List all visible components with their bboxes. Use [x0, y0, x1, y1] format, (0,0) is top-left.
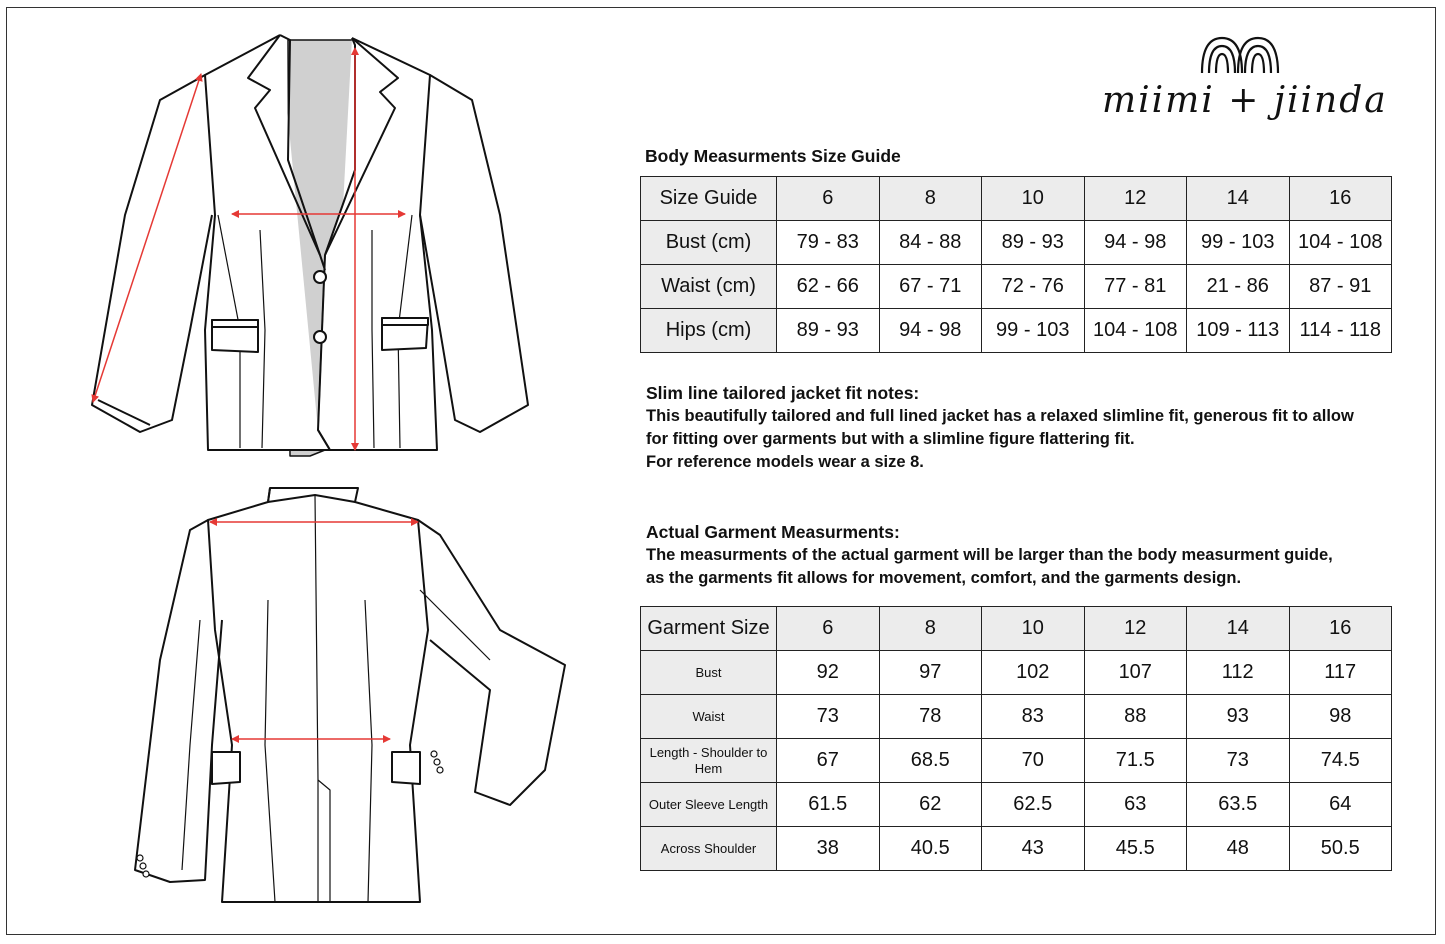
table-cell: 79 - 83	[777, 221, 880, 265]
table-cell: 88	[1084, 695, 1187, 739]
table-cell: 93	[1187, 695, 1290, 739]
table-cell: 71.5	[1084, 739, 1187, 783]
fit-notes-line: For reference models wear a size 8.	[646, 453, 924, 471]
table-cell: 64	[1289, 783, 1392, 827]
row-label: Across Shoulder	[641, 827, 777, 871]
jacket-technical-drawings	[0, 0, 600, 944]
table-cell: 73	[1187, 739, 1290, 783]
table-cell: 114 - 118	[1289, 309, 1392, 353]
fit-notes-title: Slim line tailored jacket fit notes:	[646, 383, 920, 403]
table-row	[641, 265, 1392, 309]
brand-name: miimi + jiinda	[1102, 80, 1388, 121]
table-header-cell: Garment Size	[641, 607, 777, 651]
table-cell: 78	[879, 695, 982, 739]
body-measurement-table	[640, 176, 1392, 353]
row-label: Outer Sleeve Length	[641, 783, 777, 827]
table-cell: 67	[777, 739, 880, 783]
garment-section-title: Actual Garment Measurments:	[646, 522, 900, 542]
table-cell: 104 - 108	[1289, 221, 1392, 265]
table-cell: 89 - 93	[777, 309, 880, 353]
table-cell: 72 - 76	[982, 265, 1085, 309]
fit-notes-text	[646, 405, 1354, 474]
row-label: Waist	[641, 695, 777, 739]
table-cell: 38	[777, 827, 880, 871]
table-header-cell: 6	[777, 177, 880, 221]
table-row	[641, 783, 1392, 827]
table-cell: 45.5	[1084, 827, 1187, 871]
table-header-cell: 12	[1084, 607, 1187, 651]
table-header-cell: 14	[1187, 177, 1290, 221]
table-row	[641, 221, 1392, 265]
table-cell: 97	[879, 651, 982, 695]
fit-notes-line: This beautifully tailored and full lined jacket has a relaxed slimline fit, generous fit to allow	[646, 407, 1354, 425]
table-cell: 70	[982, 739, 1085, 783]
row-label: Length - Shoulder to Hem	[641, 739, 777, 783]
table-header-cell: 8	[879, 607, 982, 651]
table-header-cell: 10	[982, 607, 1085, 651]
garment-section-line: as the garments fit allows for movement, comfort, and the garments design.	[646, 569, 1242, 587]
table-cell: 68.5	[879, 739, 982, 783]
garment-section-text	[646, 544, 1333, 590]
table-cell: 117	[1289, 651, 1392, 695]
table-header-cell: 16	[1289, 177, 1392, 221]
table-cell: 98	[1289, 695, 1392, 739]
table-header-cell: Size Guide	[641, 177, 777, 221]
table-header-cell: 14	[1187, 607, 1290, 651]
table-cell: 89 - 93	[982, 221, 1085, 265]
table-cell: 62	[879, 783, 982, 827]
table-cell: 77 - 81	[1084, 265, 1187, 309]
table-cell: 43	[982, 827, 1085, 871]
table-cell: 63	[1084, 783, 1187, 827]
table-cell: 62 - 66	[777, 265, 880, 309]
row-label: Bust	[641, 651, 777, 695]
table-header-row	[641, 607, 1392, 651]
table-row	[641, 309, 1392, 353]
table-cell: 87 - 91	[1289, 265, 1392, 309]
table-cell: 50.5	[1289, 827, 1392, 871]
table-cell: 67 - 71	[879, 265, 982, 309]
table-cell: 107	[1084, 651, 1187, 695]
garment-section-line: The measurments of the actual garment will be larger than the body measurment guide,	[646, 546, 1333, 564]
table-cell: 21 - 86	[1187, 265, 1290, 309]
row-label: Hips (cm)	[641, 309, 777, 353]
table-cell: 63.5	[1187, 783, 1290, 827]
table-header-cell: 12	[1084, 177, 1187, 221]
garment-measurement-table	[640, 606, 1392, 871]
table-cell: 109 - 113	[1187, 309, 1290, 353]
table-cell: 84 - 88	[879, 221, 982, 265]
table-cell: 102	[982, 651, 1085, 695]
table-cell: 99 - 103	[1187, 221, 1290, 265]
table-cell: 92	[777, 651, 880, 695]
table-cell: 83	[982, 695, 1085, 739]
table-row	[641, 827, 1392, 871]
table-header-row	[641, 177, 1392, 221]
row-label: Waist (cm)	[641, 265, 777, 309]
row-label: Bust (cm)	[641, 221, 777, 265]
jacket-front-drawing	[92, 35, 528, 456]
table-header-cell: 6	[777, 607, 880, 651]
table-cell: 112	[1187, 651, 1290, 695]
table-cell: 48	[1187, 827, 1290, 871]
table-cell: 40.5	[879, 827, 982, 871]
table-cell: 104 - 108	[1084, 309, 1187, 353]
jacket-back-drawing	[135, 488, 565, 902]
table-cell: 94 - 98	[879, 309, 982, 353]
table-row	[641, 739, 1392, 783]
body-guide-title: Body Measurments Size Guide	[645, 146, 901, 166]
table-header-cell: 10	[982, 177, 1085, 221]
table-cell: 61.5	[777, 783, 880, 827]
table-header-cell: 16	[1289, 607, 1392, 651]
table-cell: 74.5	[1289, 739, 1392, 783]
table-cell: 62.5	[982, 783, 1085, 827]
table-row	[641, 695, 1392, 739]
table-cell: 99 - 103	[982, 309, 1085, 353]
table-row	[641, 651, 1392, 695]
table-cell: 73	[777, 695, 880, 739]
fit-notes-line: for fitting over garments but with a slimline figure flattering fit.	[646, 430, 1135, 448]
table-cell: 94 - 98	[1084, 221, 1187, 265]
table-header-cell: 8	[879, 177, 982, 221]
